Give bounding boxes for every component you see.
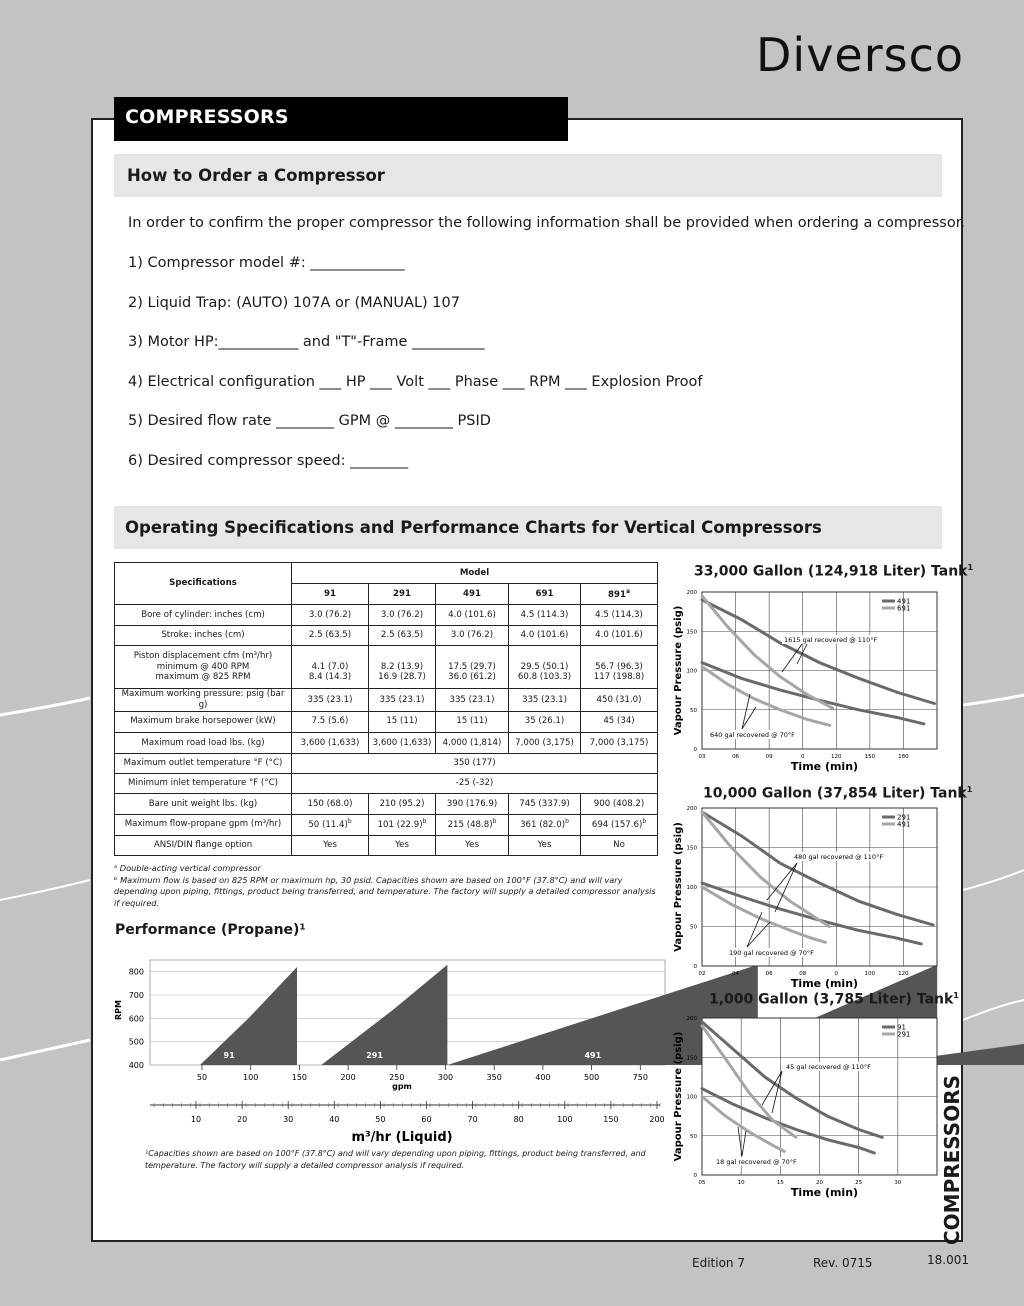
model-col: 291 <box>369 584 436 605</box>
legend-label: 291 <box>897 1030 911 1039</box>
footnote-mark: a <box>625 587 631 595</box>
x-tick-label: 50 <box>196 1073 208 1082</box>
tank-title-text: 1,000 Gallon (3,785 Liter) Tank <box>709 991 954 1008</box>
cell <box>509 814 581 835</box>
x-axis-label: Time (min) <box>790 760 859 773</box>
y-tick-label: 100 <box>686 668 697 675</box>
x-tick-label: 08 <box>799 971 807 977</box>
cell: 745 (337.9) <box>509 794 581 814</box>
cell-value: 101 (22.9) <box>377 820 423 831</box>
x-axis-label: gpm <box>392 1082 412 1091</box>
legend-label: 691 <box>897 604 911 613</box>
cell: Yes <box>292 835 369 855</box>
cell: 335 (23.1) <box>369 689 436 712</box>
y-tick-label: 200 <box>686 806 697 812</box>
x2-tick-label: 200 <box>649 1115 665 1124</box>
cell: 3.0 (76.2) <box>292 605 369 625</box>
cell: 45 (34) <box>581 711 658 732</box>
footnote-mark: b <box>565 818 569 826</box>
row-label: ANSI/DIN flange option <box>115 835 292 855</box>
cell: -25 (-32) <box>292 774 658 794</box>
footnote-a: ᵃ Double-acting vertical compressor <box>114 863 261 873</box>
spec-header: Specifications <box>115 563 292 605</box>
x-tick-label: 350 <box>486 1073 502 1082</box>
cell <box>581 814 658 835</box>
x2-tick-label: 80 <box>513 1115 524 1124</box>
x2-tick-label: 30 <box>283 1115 294 1124</box>
cell-value: 50 (11.4) <box>308 820 348 831</box>
cell: Yes <box>436 835 509 855</box>
cell-min: 17.5 (29.7) <box>448 661 496 672</box>
y-tick-label: 50 <box>690 1133 697 1140</box>
cell: 3,600 (1,633) <box>292 732 369 753</box>
cell <box>369 645 436 688</box>
cell: 2.5 (63.5) <box>292 625 369 645</box>
x-tick-label: 100 <box>243 1073 259 1082</box>
y-tick-label: 150 <box>686 1055 697 1062</box>
order-item-4: 4) Electrical configuration ___ HP ___ Volt ___ Phase ___ RPM ___ Explosion Proof <box>128 374 703 390</box>
x-tick-label: 25 <box>855 1180 863 1186</box>
cell-max: 60.8 (103.3) <box>517 672 572 683</box>
cell: 390 (176.9) <box>436 794 509 814</box>
x-tick-label: 250 <box>389 1073 405 1082</box>
tank-chart-10000 <box>672 800 942 1000</box>
cell: 4.0 (101.6) <box>509 625 581 645</box>
y-tick-label: 150 <box>686 629 697 636</box>
x-tick-label: 30 <box>894 1180 902 1186</box>
x2-tick-label: 20 <box>237 1115 248 1124</box>
tank-chart-title <box>709 991 959 1008</box>
y-tick-label: 500 <box>128 1037 144 1047</box>
model-header: Model <box>292 563 658 584</box>
x-tick-label: 750 <box>632 1073 648 1082</box>
cell: 7.5 (5.6) <box>292 711 369 732</box>
cell: 3,600 (1,633) <box>369 732 436 753</box>
y-tick-label: 200 <box>686 590 697 596</box>
row-label-line: Piston displacement cfm (m³/hr) <box>133 650 273 661</box>
model-col <box>581 584 658 605</box>
order-section-heading: How to Order a Compressor <box>114 154 942 197</box>
annotation-label: 18 gal recovered @ 70°F <box>716 1158 797 1166</box>
row-label-line: minimum @ 400 RPM <box>156 661 250 672</box>
x-tick-label: 04 <box>732 971 740 977</box>
x-tick-label: 09 <box>765 754 773 760</box>
y-tick-label: 700 <box>128 991 144 1000</box>
row-label: Maximum working pressure: psig (bar g) <box>115 689 292 712</box>
cell-value: 694 (157.6) <box>591 820 643 831</box>
legend-label: 491 <box>897 597 911 606</box>
model-col: 91 <box>292 584 369 605</box>
cell: 15 (11) <box>369 711 436 732</box>
row-label: Maximum flow-propane gpm (m³/hr) <box>115 814 292 835</box>
row-label-line: maximum @ 825 RPM <box>155 672 251 683</box>
annotation-label: 480 gal recovered @ 110°F <box>794 853 884 861</box>
x-tick-label: 02 <box>698 971 706 977</box>
title-superscript: 1 <box>966 785 973 794</box>
title-superscript: 1 <box>967 563 974 572</box>
x2-tick-label: 150 <box>603 1115 619 1124</box>
row-label: Maximum outlet temperature °F (°C) <box>115 754 292 774</box>
x-tick-label: 20 <box>816 1180 823 1186</box>
cell-max: 117 (198.8) <box>593 672 645 683</box>
tank-title-text: 33,000 Gallon (124,918 Liter) Tank <box>694 563 968 580</box>
y-tick-label: 0 <box>693 1173 697 1179</box>
tank-chart-title <box>694 563 973 580</box>
cell: No <box>581 835 658 855</box>
footnote-mark: b <box>642 818 647 826</box>
legend-label: 291 <box>897 813 911 822</box>
order-intro: In order to confirm the proper compressor the following information shall be provided when ordering a compressor. <box>128 215 965 231</box>
table-row <box>115 754 658 774</box>
cell <box>369 814 436 835</box>
order-item-2: 2) Liquid Trap: (AUTO) 107A or (MANUAL) 107 <box>128 295 460 311</box>
row-label: Bare unit weight lbs. (kg) <box>115 794 292 814</box>
series-label: 291 <box>366 1051 383 1060</box>
x2-tick-label: 100 <box>557 1115 573 1124</box>
model-col: 491 <box>436 584 509 605</box>
annotation-label: 190 gal recovered @ 70°F <box>729 949 814 957</box>
cell: 15 (11) <box>436 711 509 732</box>
x-tick-label: 120 <box>898 971 909 977</box>
x-tick-label: 300 <box>437 1073 454 1082</box>
x-tick-label: 05 <box>698 1180 706 1186</box>
y-tick-label: 0 <box>693 964 697 970</box>
x-tick-label: 06 <box>765 971 773 977</box>
x-tick-label: 120 <box>831 754 842 760</box>
cell-value: 215 (48.8) <box>447 820 493 831</box>
performance-chart-title: Performance (Propane)¹ <box>115 922 306 938</box>
y-tick-label: 150 <box>686 845 697 852</box>
cell: Yes <box>369 835 436 855</box>
cell: 210 (95.2) <box>369 794 436 814</box>
cell: 350 (177) <box>292 754 658 774</box>
cell: Yes <box>509 835 581 855</box>
y-tick-label: 400 <box>128 1061 144 1070</box>
cell-min: 8.2 (13.9) <box>380 661 424 672</box>
cell: 3.0 (76.2) <box>369 605 436 625</box>
row-label: Minimum inlet temperature °F (°C) <box>115 774 292 794</box>
x2-axis-label: m³/hr (Liquid) <box>351 1130 453 1145</box>
table-row <box>115 645 658 688</box>
cell <box>436 645 509 688</box>
x-axis-label: Time (min) <box>790 977 859 990</box>
table-row <box>115 835 658 855</box>
footer-revision: Rev. 0715 <box>813 1256 873 1270</box>
footnote-mark: b <box>492 818 497 826</box>
row-label: Maximum road load lbs. (kg) <box>115 732 292 753</box>
footnote-mark: b <box>347 818 352 826</box>
footer-page-number: 18.001 <box>927 1253 969 1267</box>
row-label: Stroke: inches (cm) <box>115 625 292 645</box>
x-tick-label: 0 <box>834 971 839 977</box>
table-row <box>115 794 658 814</box>
footnote-b: ᵇ Maximum flow is based on 825 RPM or maximum hp, 30 psid. Capacities shown are based on 100°F (37.8°C) and will vary depending upon piping, fittings, product being transferred, and temperature. The factory will supply a detailed compressor analysis if required. <box>114 875 656 908</box>
specs-section-heading: Operating Specifications and Performance Charts for Vertical Compressors <box>114 506 942 549</box>
order-item-3: 3) Motor HP:___________ and "T"-Frame __________ <box>128 334 485 350</box>
y-axis-label: Vapour Pressure (psig) <box>673 605 684 736</box>
cell <box>292 814 369 835</box>
y-tick-label: 200 <box>686 1016 697 1022</box>
performance-chart <box>110 945 670 1175</box>
series-label: 491 <box>584 1051 602 1060</box>
cell-min: 4.1 (7.0) <box>311 661 349 672</box>
y-tick-label: 50 <box>690 707 697 714</box>
cell: 4.0 (101.6) <box>581 625 658 645</box>
cell-value: 361 (82.0) <box>520 820 566 831</box>
cell <box>292 645 369 688</box>
x2-tick-label: 50 <box>375 1115 386 1124</box>
cell: 150 (68.0) <box>292 794 369 814</box>
model-891: 891 <box>608 589 626 600</box>
specifications-table <box>114 562 658 856</box>
y-axis-label: RPM <box>114 1000 123 1020</box>
cell <box>581 645 658 688</box>
cell: 335 (23.1) <box>436 689 509 712</box>
table-row <box>115 774 658 794</box>
x-tick-label: 06 <box>732 754 740 760</box>
cell: 4.0 (101.6) <box>436 605 509 625</box>
table-row <box>115 605 658 625</box>
table-row <box>115 625 658 645</box>
table-row <box>115 711 658 732</box>
cell: 900 (408.2) <box>581 794 658 814</box>
x-tick-label: 500 <box>583 1073 600 1082</box>
order-item-1: 1) Compressor model #: _____________ <box>128 255 405 271</box>
y-axis-label: Vapour Pressure (psig) <box>673 1031 684 1162</box>
series-label: 91 <box>223 1051 235 1060</box>
cell-max: 36.0 (61.2) <box>448 672 496 683</box>
x2-tick-label: 70 <box>467 1115 478 1124</box>
annotation-label: 640 gal recovered @ 70°F <box>710 731 795 739</box>
cell: 335 (23.1) <box>292 689 369 712</box>
x-tick-label: 03 <box>698 754 706 760</box>
cell-min: 29.5 (50.1) <box>520 661 569 672</box>
legend-label: 91 <box>897 1023 906 1032</box>
row-label <box>115 645 292 688</box>
cell: 4.5 (114.3) <box>581 605 658 625</box>
annotation-label: 45 gal recovered @ 110°F <box>786 1063 871 1071</box>
x2-tick-label: 10 <box>190 1115 202 1124</box>
tank-chart-33000 <box>672 582 942 782</box>
table-row <box>115 732 658 753</box>
footnote-mark: b <box>422 818 427 826</box>
cell-max: 8.4 (14.3) <box>308 672 352 683</box>
brand-logo: Diversco <box>756 28 965 82</box>
performance-footnote: ¹Capacities shown are based on 100°F (37.8°C) and will vary depending upon piping, fittings, product being transferred, and temperature. The factory will supply a detailed compressor analysis if required. <box>145 1149 646 1170</box>
x-tick-label: 150 <box>864 754 876 760</box>
side-label: COMPRESSORS <box>940 1074 964 1245</box>
x2-tick-label: 40 <box>329 1115 340 1124</box>
cell: 7,000 (3,175) <box>581 732 658 753</box>
x-tick-label: 200 <box>340 1073 356 1082</box>
page-title: COMPRESSORS <box>114 97 568 141</box>
x-tick-label: 180 <box>898 754 909 760</box>
cell: 450 (31.0) <box>581 689 658 712</box>
cell: 4,000 (1,814) <box>436 732 509 753</box>
order-item-6: 6) Desired compressor speed: ________ <box>128 453 409 469</box>
cell-max: 16.9 (28.7) <box>378 672 426 683</box>
model-col: 691 <box>509 584 581 605</box>
cell: 2.5 (63.5) <box>369 625 436 645</box>
y-tick-label: 600 <box>128 1014 144 1024</box>
x-tick-label: 150 <box>291 1073 308 1082</box>
x-axis-label: Time (min) <box>790 1186 859 1199</box>
y-tick-label: 100 <box>686 1094 697 1101</box>
row-label: Maximum brake horsepower (kW) <box>115 711 292 732</box>
x-tick-label: 0 <box>800 754 805 760</box>
cell: 35 (26.1) <box>509 711 581 732</box>
y-tick-label: 100 <box>686 885 697 891</box>
y-tick-label: 800 <box>128 967 144 977</box>
tank-title-text: 10,000 Gallon (37,854 Liter) Tank <box>703 785 967 802</box>
cell: 4.5 (114.3) <box>509 605 581 625</box>
cell <box>509 645 581 688</box>
x-tick-label: 400 <box>535 1073 551 1082</box>
y-tick-label: 0 <box>693 747 697 753</box>
table-row <box>115 689 658 712</box>
cell: 335 (23.1) <box>509 689 581 712</box>
legend-label: 491 <box>897 820 911 829</box>
title-superscript: 1 <box>953 991 959 1000</box>
cell <box>436 814 509 835</box>
order-item-5: 5) Desired flow rate ________ GPM @ ________ PSID <box>128 413 491 429</box>
row-label: Bore of cylinder: inches (cm) <box>115 605 292 625</box>
y-tick-label: 50 <box>690 924 697 931</box>
cell-min: 56.7 (96.3) <box>595 661 643 672</box>
x2-tick-label: 60 <box>421 1115 432 1124</box>
footer-edition: Edition 7 <box>692 1256 745 1270</box>
x-tick-label: 10 <box>737 1180 745 1186</box>
cell: 7,000 (3,175) <box>509 732 581 753</box>
y-axis-label: Vapour Pressure (psig) <box>673 822 684 952</box>
annotation-label: 1615 gal recovered @ 110°F <box>784 636 878 644</box>
cell: 3.0 (76.2) <box>436 625 509 645</box>
table-row <box>115 814 658 835</box>
x-tick-label: 15 <box>776 1180 784 1186</box>
x-tick-label: 100 <box>864 971 876 977</box>
tank-chart-1000 <box>672 1009 942 1209</box>
